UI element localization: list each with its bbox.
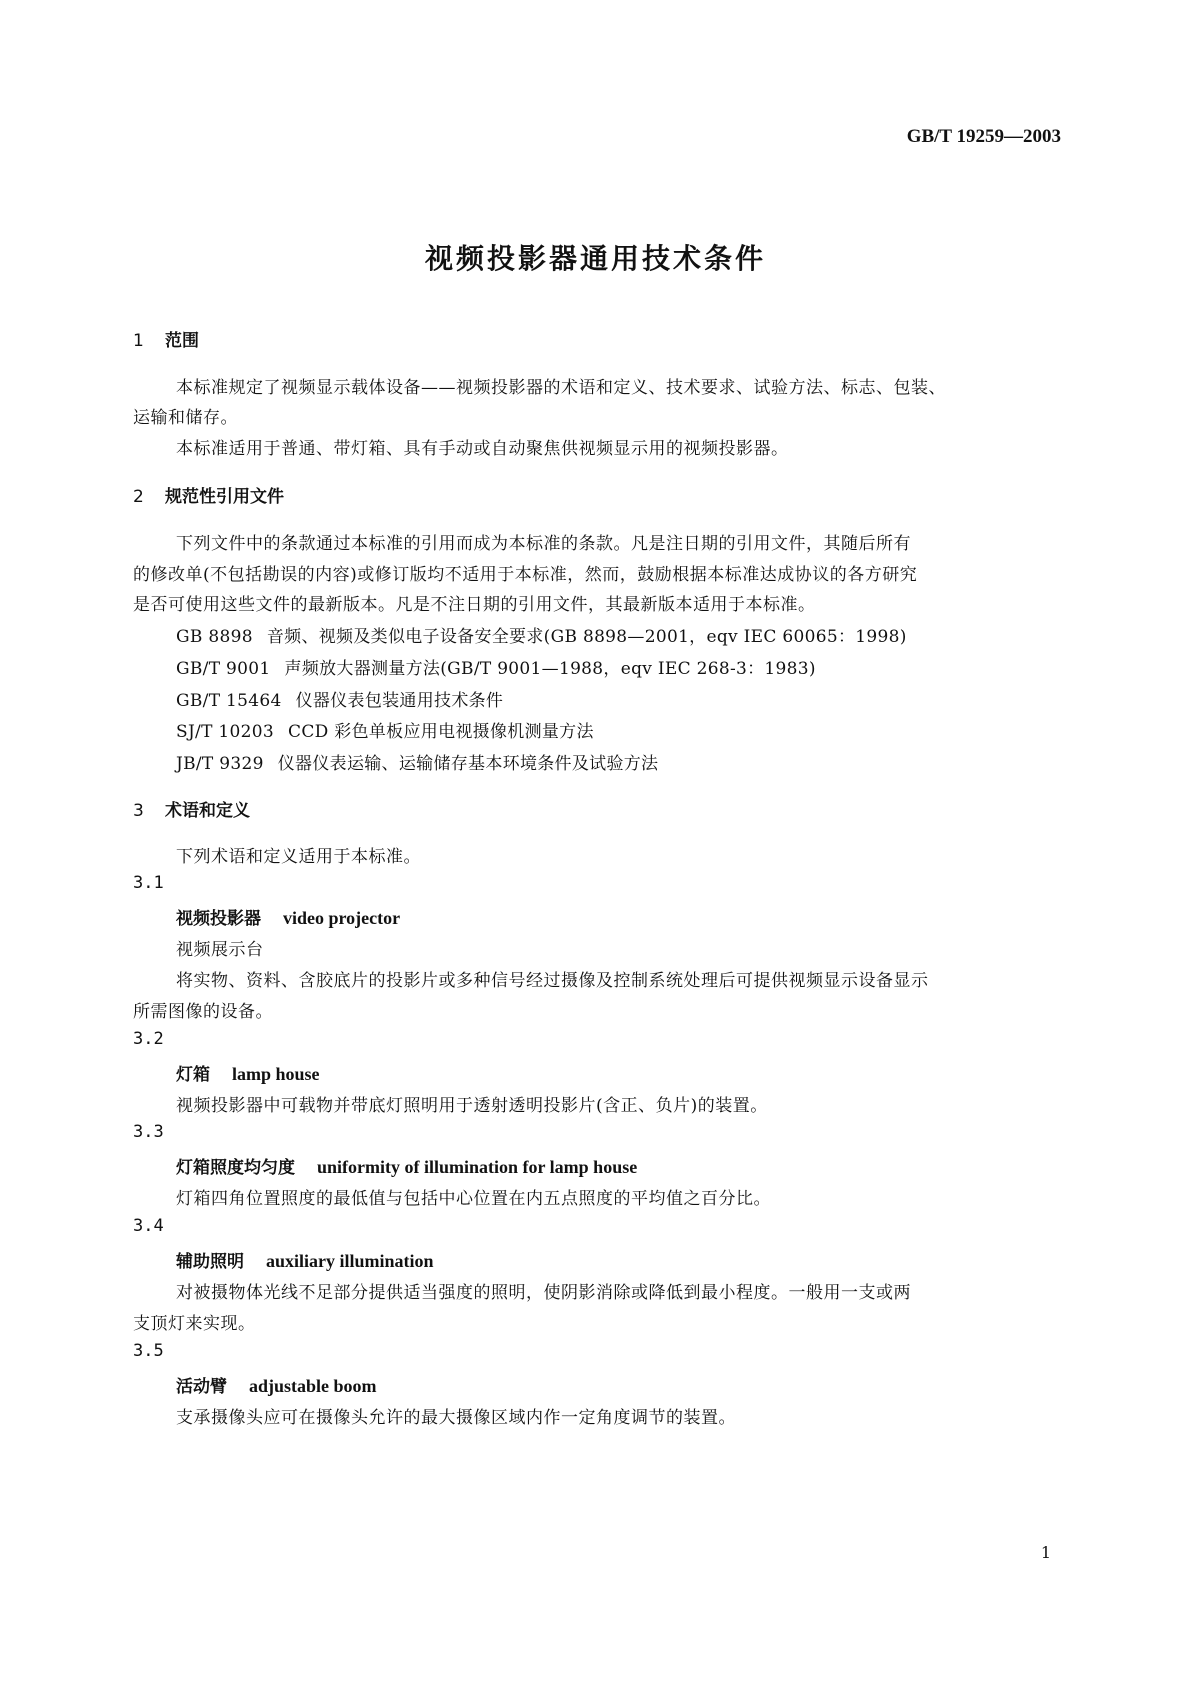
term-definition-line-1: 视频投影器中可载物并带底灯照明用于透射透明投影片(含正、负片)的装置。 bbox=[176, 1096, 768, 1116]
term-number: 3.3 bbox=[133, 1122, 164, 1142]
reference-item bbox=[176, 749, 658, 774]
section-number: 2 bbox=[133, 487, 144, 507]
term-chinese: 视频投影器 bbox=[176, 909, 261, 929]
reference-title: CCD 彩色单板应用电视摄像机测量方法 bbox=[288, 722, 594, 742]
section-3-heading bbox=[133, 796, 250, 821]
term-number: 3.4 bbox=[133, 1216, 164, 1236]
section-number: 1 bbox=[133, 331, 144, 351]
term-chinese: 灯箱 bbox=[176, 1065, 210, 1085]
term-definition-line-1: 对被摄物体光线不足部分提供适当强度的照明，使阴影消除或降低到最小程度。一般用一支或两 bbox=[176, 1283, 911, 1303]
term-chinese: 活动臂 bbox=[176, 1377, 227, 1397]
term-chinese: 灯箱照度均匀度 bbox=[176, 1158, 295, 1178]
reference-item bbox=[176, 654, 816, 679]
reference-title: 仪器仪表运输、运输储存基本环境条件及试验方法 bbox=[277, 754, 659, 774]
term-english: video projector bbox=[283, 908, 401, 928]
section-1-heading bbox=[133, 326, 199, 351]
s3-intro: 下列术语和定义适用于本标准。 bbox=[176, 847, 421, 867]
term-chinese: 辅助照明 bbox=[176, 1252, 244, 1272]
s1-paragraph-1-line-1: 本标准规定了视频显示载体设备——视频投影器的术语和定义、技术要求、试验方法、标志、包装、 bbox=[176, 378, 946, 398]
reference-title: 音频、视频及类似电子设备安全要求(GB 8898—2001，eqv IEC 60065：1998) bbox=[266, 627, 907, 647]
s2-paragraph-line-3: 是否可使用这些文件的最新版本。凡是不注日期的引用文件，其最新版本适用于本标准。 bbox=[133, 595, 816, 615]
reference-title: 声频放大器测量方法(GB/T 9001—1988，eqv IEC 268-3：1983) bbox=[284, 659, 816, 679]
reference-item bbox=[176, 717, 594, 742]
reference-code: GB/T 15464 bbox=[176, 691, 282, 711]
reference-item bbox=[176, 622, 907, 647]
section-2-heading bbox=[133, 482, 284, 507]
reference-title: 仪器仪表包装通用技术条件 bbox=[295, 691, 504, 711]
section-title: 规范性引用文件 bbox=[165, 487, 284, 507]
s1-paragraph-2: 本标准适用于普通、带灯箱、具有手动或自动聚焦供视频显示用的视频投影器。 bbox=[176, 439, 789, 459]
section-title: 术语和定义 bbox=[165, 801, 250, 821]
s2-paragraph-line-1: 下列文件中的条款通过本标准的引用而成为本标准的条款。凡是注日期的引用文件，其随后所有 bbox=[176, 534, 911, 554]
document-title: 视频投影器通用技术条件 bbox=[424, 242, 766, 275]
reference-code: JB/T 9329 bbox=[176, 754, 264, 774]
term-heading bbox=[176, 904, 400, 929]
term-english: adjustable boom bbox=[249, 1376, 377, 1396]
term-alternative: 视频展示台 bbox=[176, 940, 264, 960]
term-heading bbox=[176, 1060, 320, 1085]
term-heading bbox=[176, 1372, 377, 1397]
section-number: 3 bbox=[133, 801, 144, 821]
term-english: auxiliary illumination bbox=[266, 1251, 434, 1271]
term-number: 3.2 bbox=[133, 1029, 164, 1049]
reference-code: GB/T 9001 bbox=[176, 659, 271, 679]
term-english: lamp house bbox=[232, 1064, 320, 1084]
term-definition-line-1: 灯箱四角位置照度的最低值与包括中心位置在内五点照度的平均值之百分比。 bbox=[176, 1189, 771, 1209]
page-number: 1 bbox=[1040, 1543, 1051, 1562]
term-definition-line-1: 将实物、资料、含胶底片的投影片或多种信号经过摄像及控制系统处理后可提供视频显示设备显示 bbox=[176, 971, 929, 991]
term-heading bbox=[176, 1153, 637, 1178]
reference-code: GB 8898 bbox=[176, 627, 253, 647]
s2-paragraph-line-2: 的修改单(不包括勘误的内容)或修订版均不适用于本标准，然而，鼓励根据本标准达成协议的各方研究 bbox=[133, 565, 918, 585]
term-heading bbox=[176, 1247, 434, 1272]
reference-item bbox=[176, 686, 503, 711]
term-number: 3.5 bbox=[133, 1341, 164, 1361]
reference-code: SJ/T 10203 bbox=[176, 722, 275, 742]
s1-paragraph-1-line-2: 运输和储存。 bbox=[133, 408, 238, 428]
section-title: 范围 bbox=[165, 331, 199, 351]
term-definition-line-2: 支顶灯来实现。 bbox=[133, 1314, 256, 1334]
term-number: 3.1 bbox=[133, 873, 164, 893]
term-definition-line-1: 支承摄像头应可在摄像头允许的最大摄像区域内作一定角度调节的装置。 bbox=[176, 1408, 736, 1428]
term-english: uniformity of illumination for lamp house bbox=[317, 1157, 638, 1177]
standard-code: GB/T 19259—2003 bbox=[906, 126, 1061, 147]
term-definition-line-2: 所需图像的设备。 bbox=[133, 1002, 273, 1022]
